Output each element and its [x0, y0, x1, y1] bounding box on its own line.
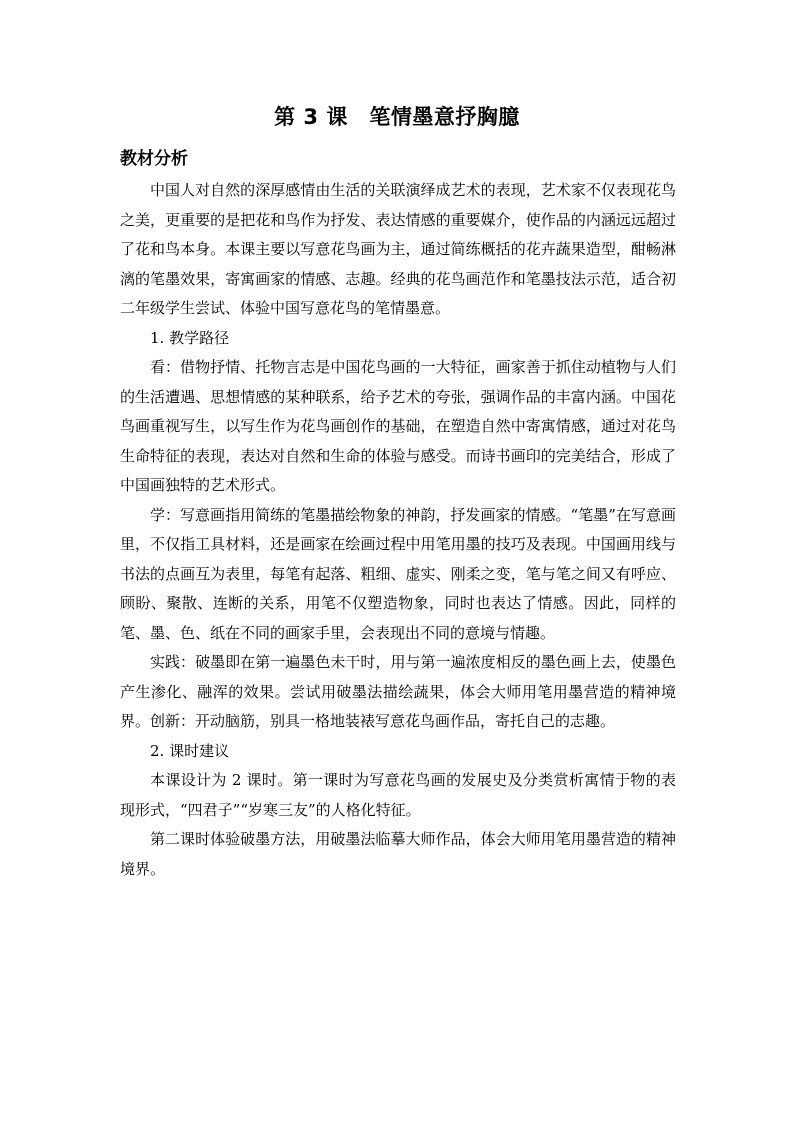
intro-paragraph: 中国人对自然的深厚感情由生活的关联演绎成艺术的表现，艺术家不仅表现花鸟之美，更重要的是把花和鸟作为抒发、表达情感的重要媒介，使作品的内涵远远超过了花和鸟本身。本课主要以写意花鸟画为主，通过简练概括的花卉蔬果造型，酣畅淋漓的笔墨效果，寄寓画家的情感、志趣。经典的花鸟画范作和笔墨技法示范，适合初二年级学生尝试、体验中国写意花鸟的笔情墨意。: [120, 181, 676, 317]
section-heading: 教材分析: [120, 149, 188, 169]
teaching-path-heading: 1. 教学路径: [150, 328, 230, 347]
practice-paragraph: 实践：破墨即在第一遍墨色未干时，用与第一遍浓度相反的墨色画上去，使墨色产生渗化、融浑的效果。尝试用破墨法描绘蔬果，体会大师用笔用墨营造的精神境界。创新：开动脑筋，别具一格地装裱写意花鸟画作品，寄托自己的志趣。: [120, 653, 676, 730]
learn-paragraph: 学：写意画指用简练的笔墨描绘物象的神韵，抒发画家的情感。“笔墨”在写意画里，不仅指工具材料，还是画家在绘画过程中用笔用墨的技巧及表现。中国画用线与书法的点画互为表里，每笔有起落、粗细、虚实、刚柔之变，笔与笔之间又有呼应、顾盼、聚散、连断的关系，用笔不仅塑造物象，同时也表达了情感。因此，同样的笔、墨、色、纸在不同的画家手里，会表现出不同的意境与情趣。: [120, 505, 676, 642]
look-paragraph: 看：借物抒情、托物言志是中国花鸟画的一大特征，画家善于抓住动植物与人们的生活遭遇、思想情感的某种联系，给予艺术的夸张，强调作品的丰富内涵。中国花鸟画重视写生，以写生作为花鸟画创作的基础，在塑造自然中寄寓情感，通过对花鸟生命特征的表现，表达对自然和生命的体验与感受。而诗书画印的完美结合，形成了中国画独特的艺术形式。: [120, 358, 676, 494]
class-hours-paragraph: 本课设计为 2 课时。第一课时为写意花鸟画的发展史及分类赏析寓情于物的表现形式，“四君子”“岁寒三友”的人格化特征。: [120, 771, 676, 819]
lesson-title: 第 3 课 笔情墨意抒胸臆: [274, 105, 520, 129]
second-lesson-paragraph: 第二课时体验破墨方法，用破墨法临摹大师作品，体会大师用笔用墨营造的精神境界。: [120, 830, 676, 878]
document-body: [120, 176, 676, 884]
class-hours-heading: 2. 课时建议: [150, 741, 230, 760]
